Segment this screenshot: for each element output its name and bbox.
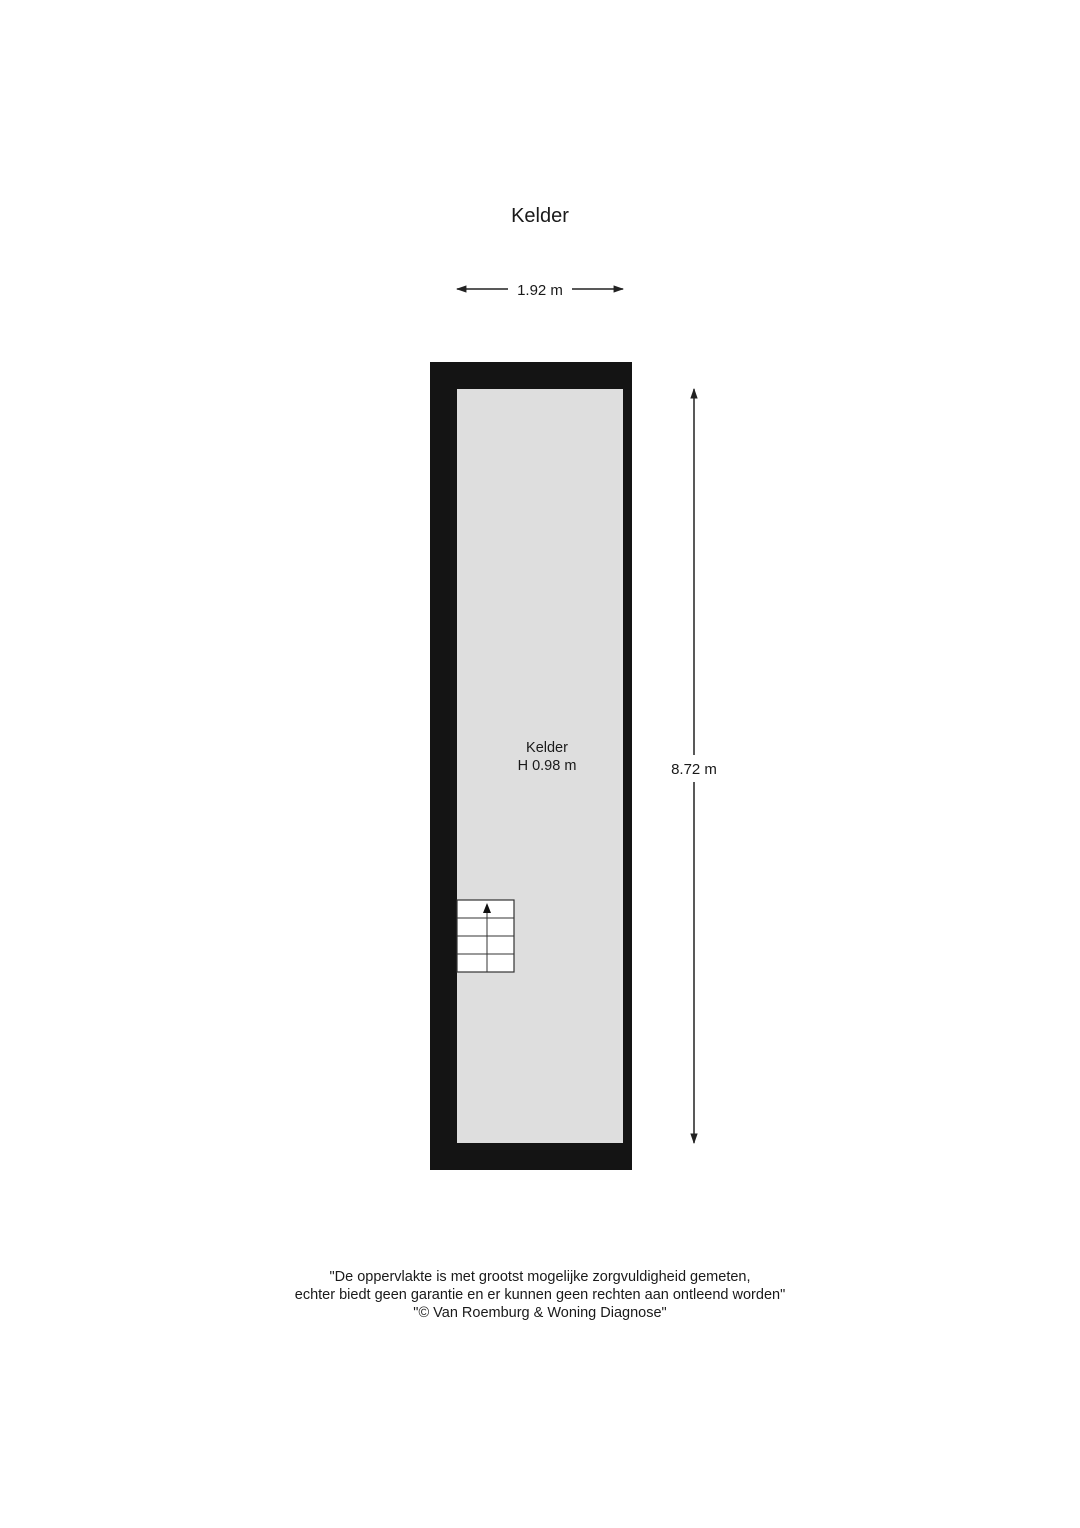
length-dimension-label: 8.72 m (671, 761, 717, 778)
disclaimer-line-1: "De oppervlakte is met grootst mogelijke zorgvuldigheid gemeten, (329, 1269, 751, 1285)
disclaimer-line-3: "© Van Roemburg & Woning Diagnose" (413, 1305, 667, 1321)
width-dimension-label: 1.92 m (517, 282, 563, 299)
disclaimer (0, 1268, 1080, 1322)
room-name: Kelder (526, 740, 568, 756)
stairs-icon (457, 900, 514, 972)
length-dimension (671, 389, 717, 1143)
disclaimer-line-2: echter biedt geen garantie en er kunnen geen rechten aan ontleend worden" (294, 1287, 786, 1303)
room-height: H 0.98 m (517, 758, 577, 774)
width-dimension (457, 282, 623, 299)
floor-title: Kelder (511, 205, 569, 227)
